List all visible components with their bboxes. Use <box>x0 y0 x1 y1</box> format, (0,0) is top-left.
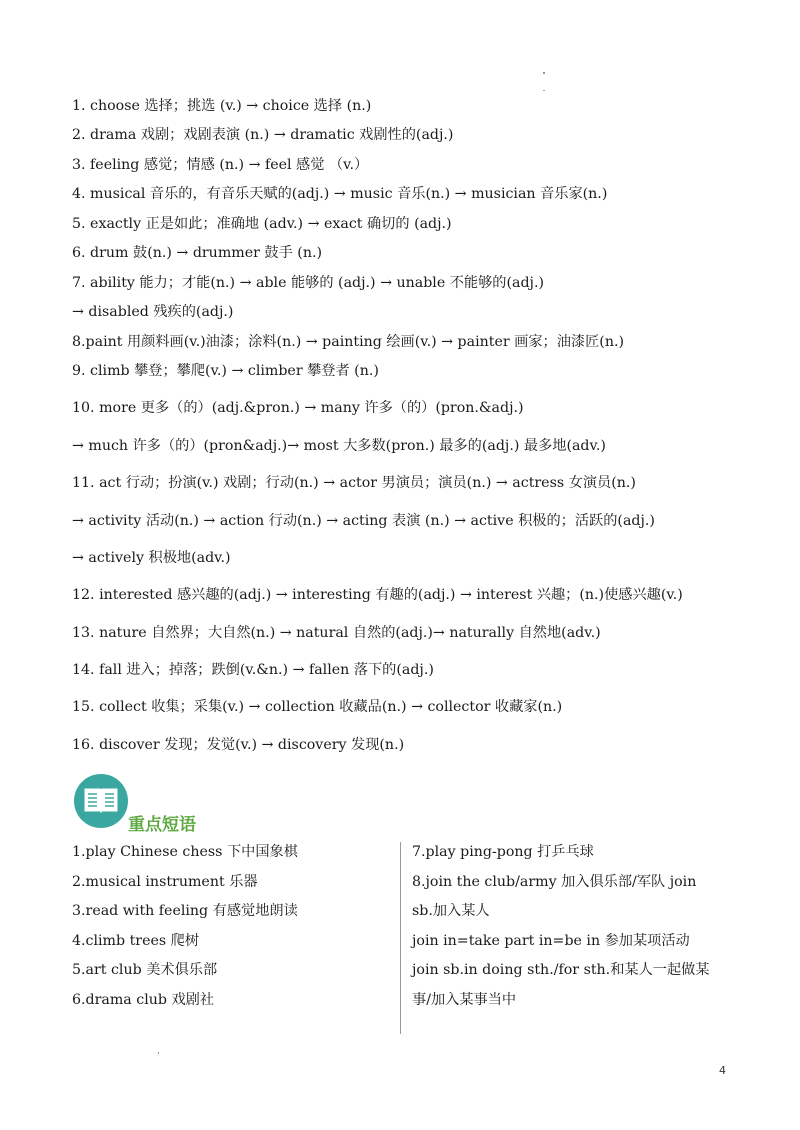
phrase-item: sb.加入某人 <box>412 903 490 919</box>
vocab-line: → much 许多（的）(pron&adj.)→ most 大多数(pron.) 最多的(adj.) 最多地(adv.) <box>72 438 606 454</box>
vocab-line: 3. feeling 感觉；情感 (n.) → feel 感觉 （v.） <box>72 157 369 173</box>
book-icon <box>74 774 128 828</box>
vocab-line: 16. discover 发现；发觉(v.) → discovery 发现(n.) <box>72 737 405 753</box>
vocab-line: 6. drum 鼓(n.) → drummer 鼓手 (n.) <box>72 245 323 261</box>
vocab-line: 7. ability 能力；才能(n.) → able 能够的 (adj.) → unable 不能够的(adj.) <box>72 275 544 291</box>
phrase-item: 4.climb trees 爬树 <box>72 933 200 949</box>
vocab-line: → activity 活动(n.) → action 行动(n.) → acting 表演 (n.) → active 积极的；活跃的(adj.) <box>72 513 655 529</box>
vocab-line: 2. drama 戏剧；戏剧表演 (n.) → dramatic 戏剧性的(adj.) <box>72 127 454 143</box>
vocab-line: 15. collect 收集；采集(v.) → collection 收藏品(n.) → collector 收藏家(n.) <box>72 699 563 715</box>
vocab-line: 5. exactly 正是如此；准确地 (adv.) → exact 确切的 (adj.) <box>72 216 452 232</box>
phrase-item: join in=take part in=be in 参加某项活动 <box>412 933 690 949</box>
section-title: 重点短语 <box>128 815 196 835</box>
phrase-item: 5.art club 美术俱乐部 <box>72 962 218 978</box>
vocab-line: → disabled 残疾的(adj.) <box>72 304 234 320</box>
vocab-line: 14. fall 进入；掉落；跌倒(v.&n.) → fallen 落下的(adj.) <box>72 662 434 678</box>
phrase-item: 6.drama club 戏剧社 <box>72 992 215 1008</box>
vocab-line: 12. interested 感兴趣的(adj.) → interesting 有趣的(adj.) → interest 兴趣；(n.)使感兴趣(v.) <box>72 587 683 603</box>
scan-speck <box>543 72 545 74</box>
phrase-item: 7.play ping-pong 打乒乓球 <box>412 844 594 860</box>
phrase-item: 1.play Chinese chess 下中国象棋 <box>72 844 298 860</box>
vocab-line: 1. choose 选择；挑选 (v.) → choice 选择 (n.) <box>72 98 372 114</box>
phrase-item: 事/加入某事当中 <box>412 992 517 1008</box>
vocab-line: → actively 积极地(adv.) <box>72 550 231 566</box>
phrase-item: 3.read with feeling 有感觉地朗读 <box>72 903 298 919</box>
vocab-line: 9. climb 攀登；攀爬(v.) → climber 攀登者 (n.) <box>72 363 379 379</box>
phrase-item: join sb.in doing sth./for sth.和某人一起做某 <box>412 962 710 978</box>
vocab-line: 10. more 更多（的）(adj.&pron.) → many 许多（的）(pron.&adj.) <box>72 400 524 416</box>
vocab-line: 11. act 行动；扮演(v.) 戏剧；行动(n.) → actor 男演员；演员(n.) → actress 女演员(n.) <box>72 475 636 491</box>
page-number: 4 <box>719 1064 726 1077</box>
scan-speck <box>158 1052 159 1054</box>
column-divider <box>400 842 401 1034</box>
vocab-line: 13. nature 自然界；大自然(n.) → natural 自然的(adj.)→ naturally 自然地(adv.) <box>72 625 601 641</box>
vocab-line: 8.paint 用颜料画(v.)油漆；涂料(n.) → painting 绘画(v.) → painter 画家；油漆匠(n.) <box>72 334 625 350</box>
phrase-item: 8.join the club/army 加入俱乐部/军队 join <box>412 874 697 890</box>
vocab-line: 4. musical 音乐的，有音乐天赋的(adj.) → music 音乐(n.) → musician 音乐家(n.) <box>72 186 608 202</box>
key-phrases-header <box>70 772 270 835</box>
scan-speck <box>543 90 545 91</box>
phrase-item: 2.musical instrument 乐器 <box>72 874 258 890</box>
